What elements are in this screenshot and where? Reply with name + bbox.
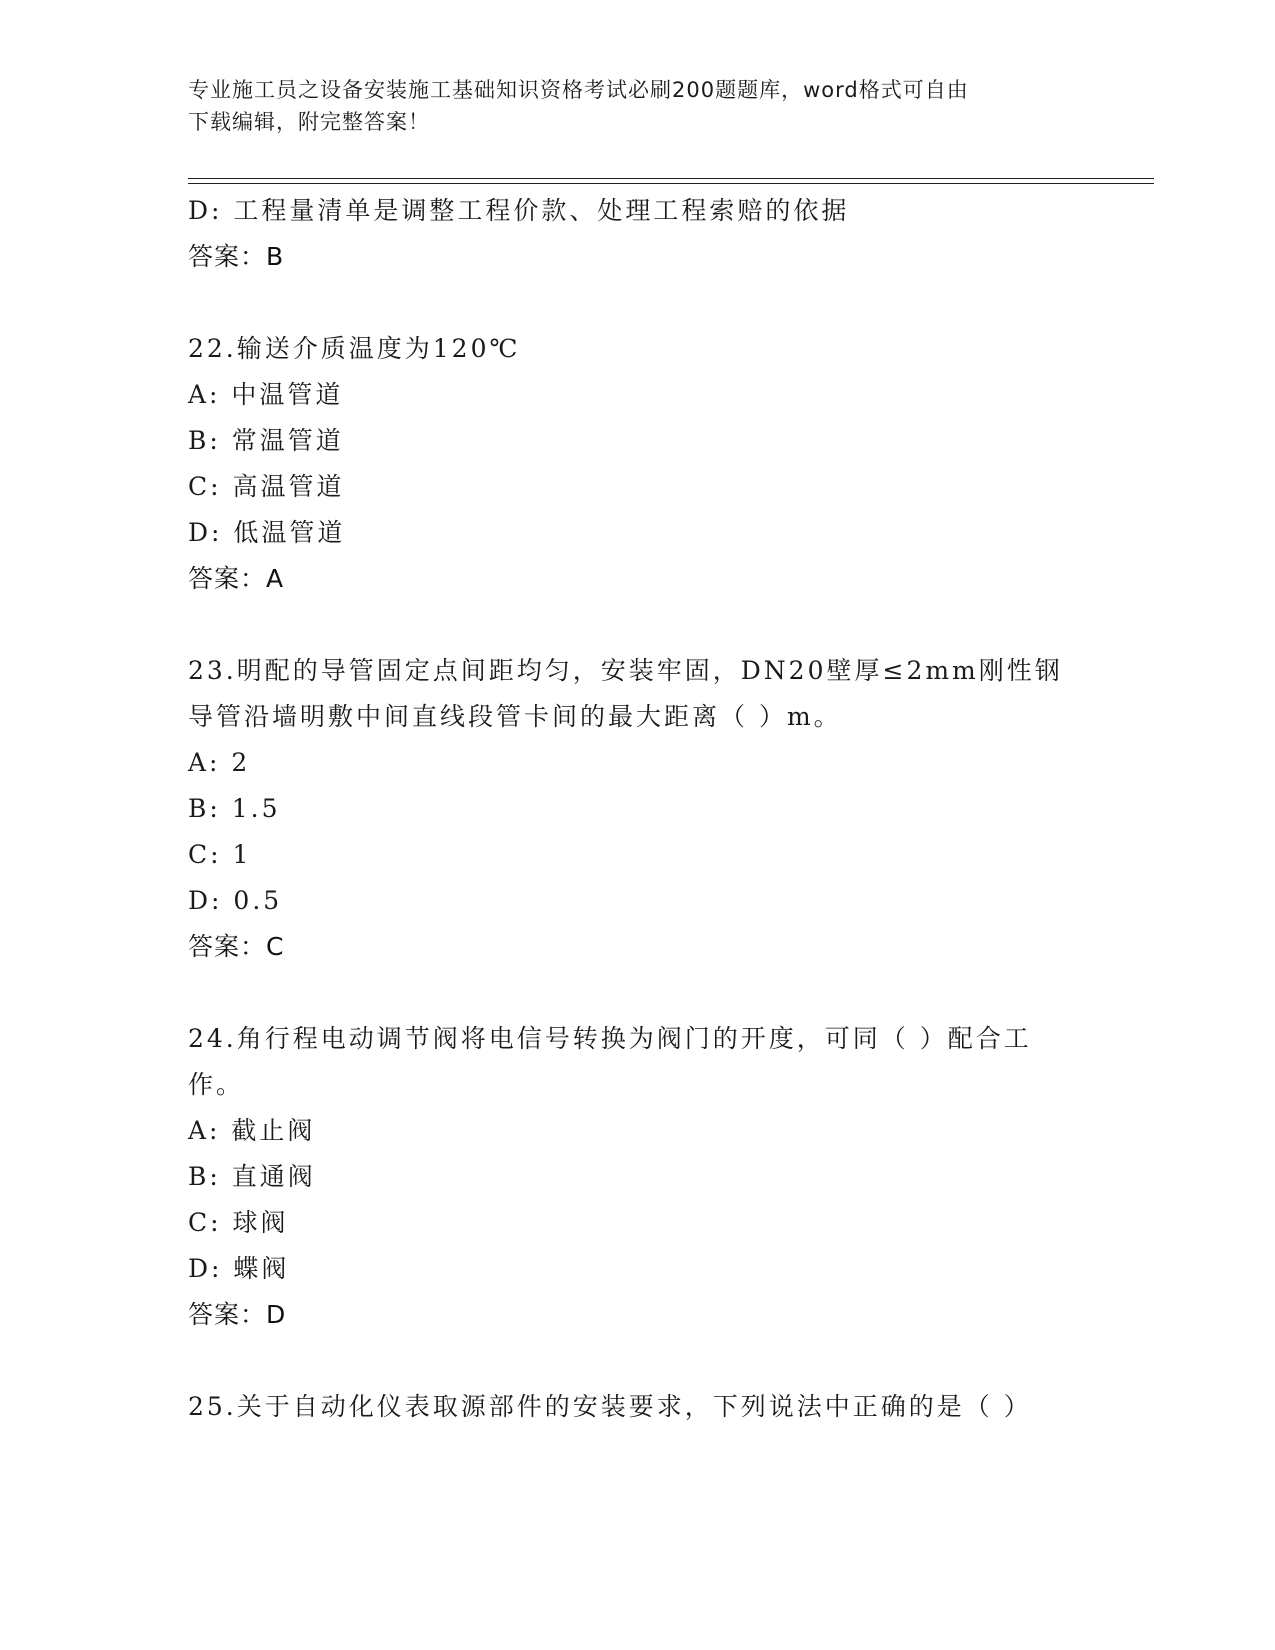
header-line-2: 下载编辑，附完整答案！ <box>188 110 430 134</box>
spacer <box>188 970 1088 1016</box>
question-list <box>188 188 1088 1430</box>
option-b: B: 直通阀 <box>188 1162 316 1191</box>
question-25 <box>188 1384 1088 1430</box>
answer-label: 答案：D <box>188 1300 287 1329</box>
option-a: A: 截止阀 <box>188 1116 316 1145</box>
question-22 <box>188 326 1088 602</box>
option-d: D: 工程量清单是调整工程价款、处理工程索赔的依据 <box>188 196 850 225</box>
question-stem: 22.输送介质温度为120℃ <box>188 334 521 363</box>
option-c: C: 1 <box>188 840 252 869</box>
answer-label: 答案：C <box>188 932 285 961</box>
question-stem: 24.角行程电动调节阀将电信号转换为阀门的开度，可同（ ）配合工作。 <box>188 1024 1032 1099</box>
option-a: A: 中温管道 <box>188 380 344 409</box>
question-23 <box>188 648 1088 970</box>
option-b: B: 常温管道 <box>188 426 344 455</box>
answer-label: 答案：B <box>188 242 285 271</box>
header-divider-bottom <box>188 183 1154 184</box>
question-24 <box>188 1016 1088 1338</box>
option-c: C: 球阀 <box>188 1208 289 1237</box>
spacer <box>188 602 1088 648</box>
option-d: D: 蝶阀 <box>188 1254 290 1283</box>
document-header <box>188 74 1088 138</box>
header-line-1: 专业施工员之设备安装施工基础知识资格考试必刷200题题库，word格式可自由 <box>188 78 969 102</box>
option-d: D: 低温管道 <box>188 518 346 547</box>
question-stem: 25.关于自动化仪表取源部件的安装要求，下列说法中正确的是（ ） <box>188 1392 1032 1421</box>
answer-label: 答案：A <box>188 564 285 593</box>
question-stem: 23.明配的导管固定点间距均匀，安装牢固，DN20壁厚≤2mm刚性钢导管沿墙明敷中间直线段管卡间的最大距离（ ）m。 <box>188 656 1063 731</box>
option-a: A: 2 <box>188 748 251 777</box>
spacer <box>188 1338 1088 1384</box>
header-divider-top <box>188 178 1154 179</box>
question-21-tail <box>188 188 1088 280</box>
spacer <box>188 280 1088 326</box>
option-d: D: 0.5 <box>188 886 283 915</box>
option-b: B: 1.5 <box>188 794 281 823</box>
option-c: C: 高温管道 <box>188 472 345 501</box>
